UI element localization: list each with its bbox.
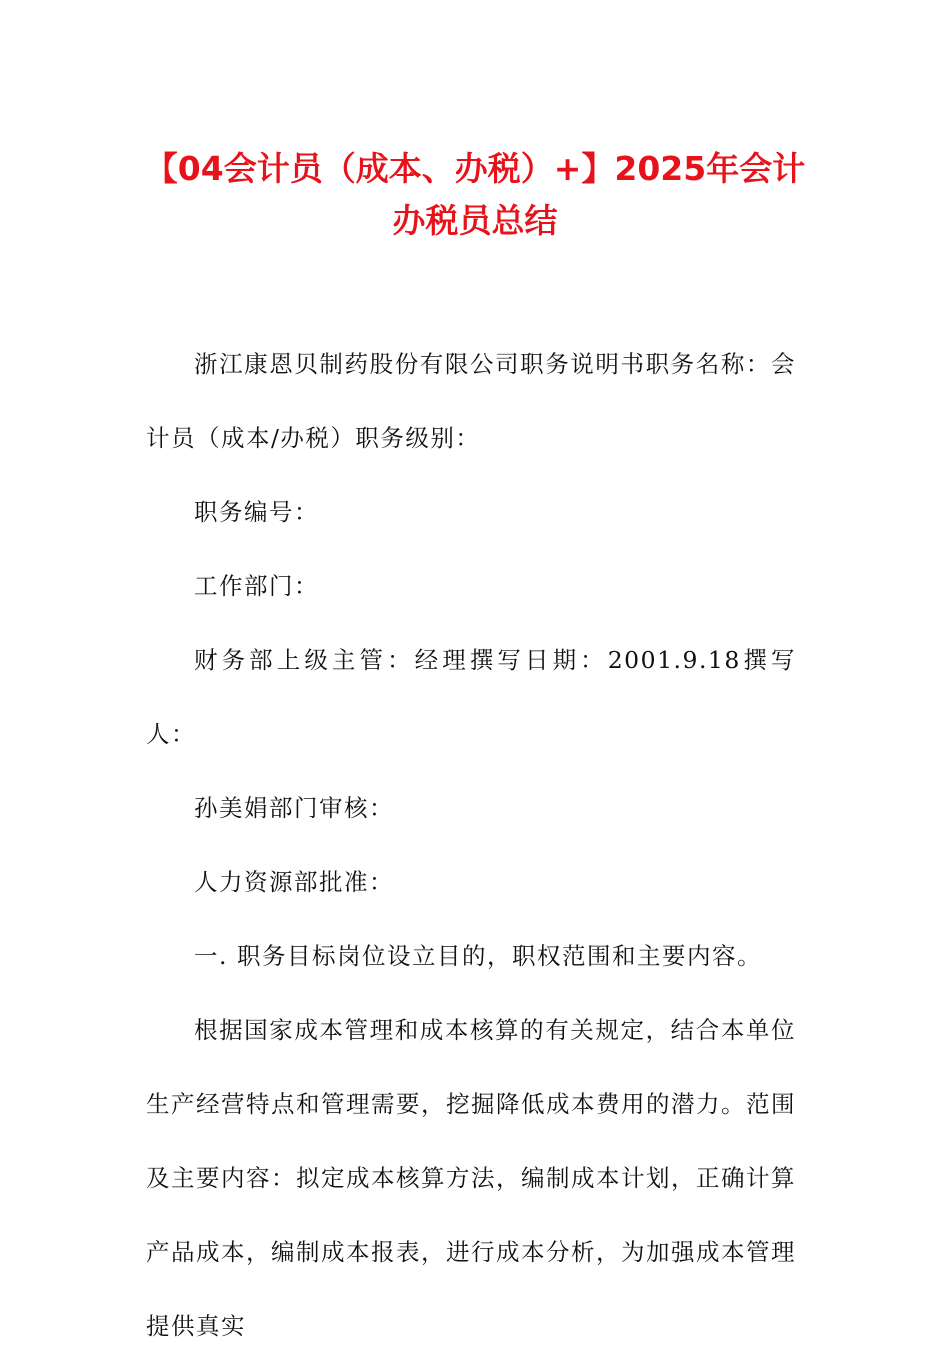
paragraph-scope-content: 根据国家成本管理和成本核算的有关规定，结合本单位生产经营特点和管理需要，挖掘降低成本费用的潜力。范围及主要内容：拟定成本核算方法，编制成本计划，正确计算产品成本，编制成本报表，进行成本分析，为加强成本管理提供真实 xyxy=(146,1016,796,1340)
paragraph-department: 工作部门： xyxy=(194,572,319,600)
paragraph-section-heading: 一. 职务目标岗位设立目的，职权范围和主要内容。 xyxy=(194,942,762,970)
document-body xyxy=(146,327,796,1363)
paragraph-supervisor-date: 财务部上级主管：经理撰写日期：2001.9.18撰写人： xyxy=(146,646,796,748)
paragraph-job-number: 职务编号： xyxy=(194,498,319,526)
paragraph-dept-review: 孙美娟部门审核： xyxy=(194,794,394,822)
paragraph-hr-approval: 人力资源部批准： xyxy=(194,868,394,896)
document-title: 【04会计员（成本、办税）+】2025年会计办税员总结 xyxy=(144,149,806,240)
paragraph-job-title: 浙江康恩贝制药股份有限公司职务说明书职务名称：会计员（成本/办税）职务级别： xyxy=(146,350,796,452)
